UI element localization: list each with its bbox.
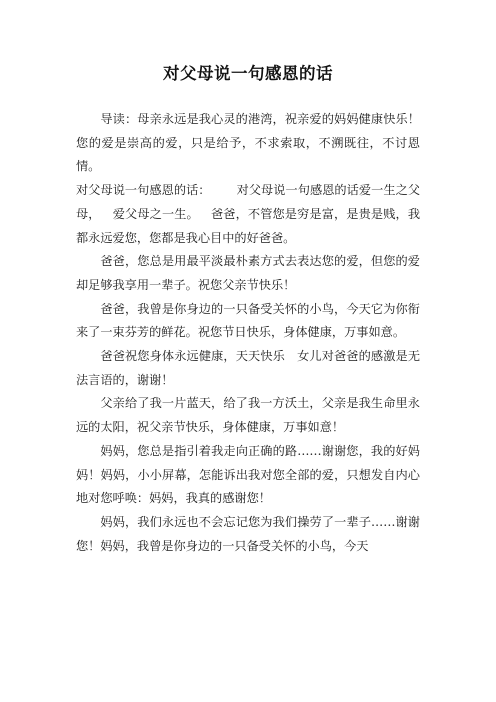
paragraph — [76, 392, 420, 439]
paragraph-text: 对父母说一句感恩的话： — [76, 183, 211, 198]
paragraph-text: 父亲给了我一片蓝天，给了我一方沃土，父亲是我生命里永远的太阳，祝父亲节快乐，身体健康，万事如意！ — [76, 396, 420, 435]
paragraph-text: 爸爸，我曾是你身边的一只备受关怀的小鸟，今天它为你衔来了一束芬芳的鲜花。祝您节日快乐，身体健康，万事如意。 — [76, 301, 420, 340]
paragraph-text: 妈妈，您总是指引着我走向正确的路……谢谢您，我的好妈妈！妈妈，小小屏幕，怎能诉出我对您全部的爱，只想发自内心地对您呼唤：妈妈，我真的感谢您！ — [76, 443, 420, 506]
paragraph — [76, 298, 420, 345]
paragraph — [76, 440, 420, 511]
paragraph — [76, 345, 420, 392]
paragraph-text: 爸爸，不管您是穷是富，是贵是贱，我都永远爱您，您都是我心目中的好爸爸。 — [76, 206, 421, 245]
paragraph-text: 爱父母之一生。 — [112, 206, 199, 221]
paragraph — [76, 511, 420, 558]
paragraph-heading-line — [76, 179, 420, 250]
paragraph-text: 女儿对爸爸的感激是无法言语的，谢谢！ — [76, 349, 421, 387]
paragraph-text: 妈妈，我们永远也不会忘记您为我们操劳了一辈子……谢谢您！妈妈，我曾是你身边的一只备受关怀的小鸟，今天 — [76, 514, 420, 553]
paragraph-text: 导读：母亲永远是我心灵的港湾，祝亲爱的妈妈健康快乐！您的爱是崇高的爱，只是给予，不求索取，不溯既往，不讨恩情。 — [76, 112, 420, 174]
document-title: 对父母说一句感恩的话 — [163, 64, 333, 83]
paragraph — [76, 250, 420, 297]
paragraph-text: 对父母说一句感恩的话爱一生之父母， — [76, 183, 421, 221]
paragraph-intro — [76, 108, 420, 179]
paragraph-text: 爸爸祝您身体永远健康，天天快乐 — [100, 349, 285, 364]
paragraph-text: 爸爸，您总是用最平淡最朴素方式去表达您的爱，但您的爱却足够我享用一辈子。祝您父亲节快乐！ — [76, 254, 420, 292]
document-body — [76, 108, 420, 558]
